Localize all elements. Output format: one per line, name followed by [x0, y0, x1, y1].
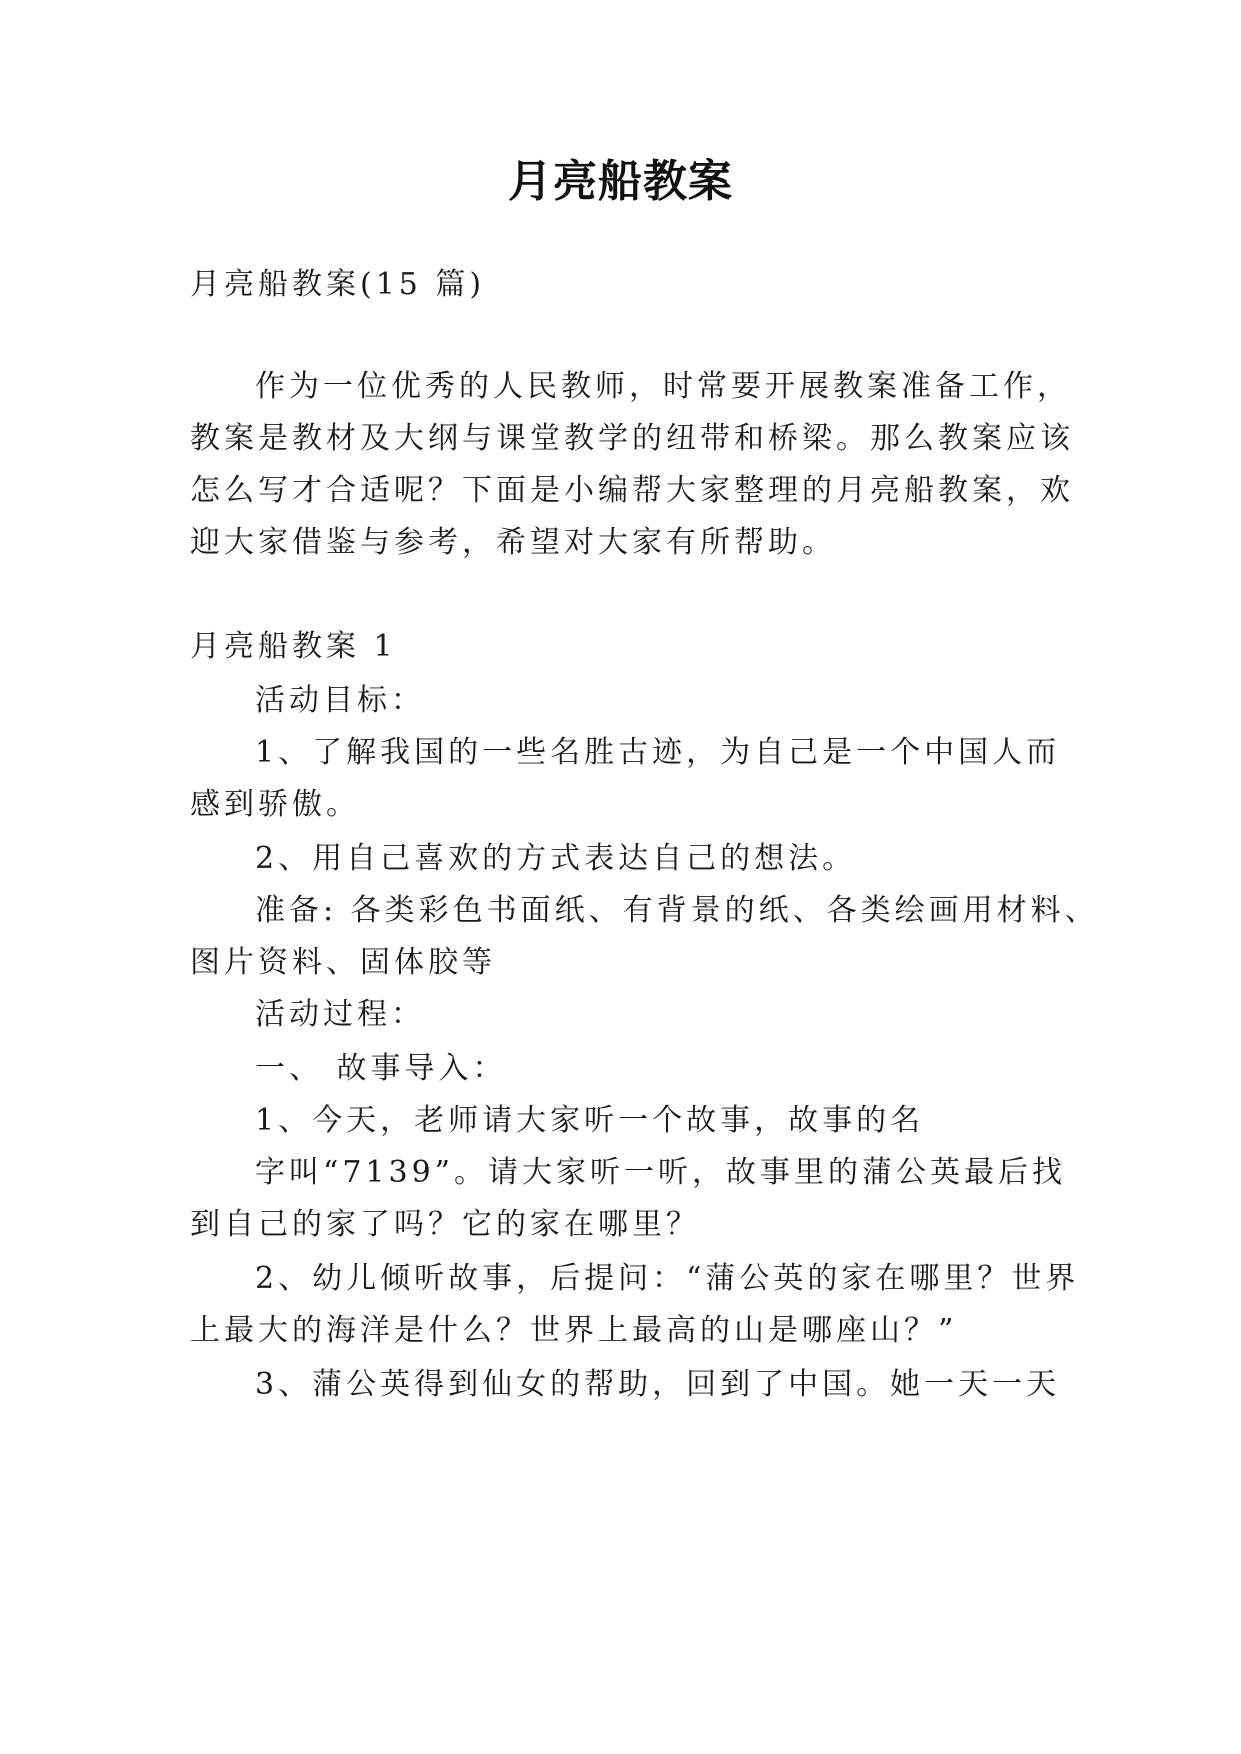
- body-line: 2、幼儿倾听故事，后提问：“蒲公英的家在哪里？世界: [255, 1261, 1080, 1296]
- body-line: 准备: 各类彩色书面纸、有背景的纸、各类绘画用材料、: [255, 893, 1099, 928]
- body-line: 1、今天，老师请大家听一个故事，故事的名: [255, 1103, 925, 1138]
- body-line: 3、蒲公英得到仙女的帮助，回到了中国。她一天一天: [255, 1367, 1061, 1402]
- body-line: 图片资料、固体胶等: [190, 945, 496, 980]
- body-line: 到自己的家了吗？它的家在哪里？: [190, 1207, 700, 1242]
- section-heading: 月亮船教案 1: [190, 629, 397, 664]
- body-line: 活动过程：: [255, 997, 425, 1032]
- body-line: 活动目标：: [255, 683, 425, 718]
- document-subtitle: 月亮船教案(15 篇): [190, 267, 486, 302]
- body-line: 一、 故事导入：: [255, 1051, 507, 1086]
- body-line: 字叫“7139”。请大家听一听，故事里的蒲公英最后找: [255, 1155, 1067, 1190]
- body-line: 感到骄傲。: [190, 787, 360, 822]
- body-line: 上最大的海洋是什么？世界上最高的山是哪座山？”: [190, 1313, 958, 1348]
- body-line: 2、用自己喜欢的方式表达自己的想法。: [255, 841, 857, 876]
- intro-line: 教案是教材及大纲与课堂教学的纽带和桥梁。那么教案应该: [190, 421, 1074, 456]
- document-title: 月亮船教案: [508, 156, 733, 207]
- intro-line: 迎大家借鉴与参考，希望对大家有所帮助。: [190, 525, 836, 560]
- body-line: 1、了解我国的一些名胜古迹，为自己是一个中国人而: [255, 735, 1061, 770]
- intro-line: 作为一位优秀的人民教师，时常要开展教案准备工作，: [255, 369, 1071, 404]
- intro-line: 怎么写才合适呢？下面是小编帮大家整理的月亮船教案，欢: [190, 473, 1074, 508]
